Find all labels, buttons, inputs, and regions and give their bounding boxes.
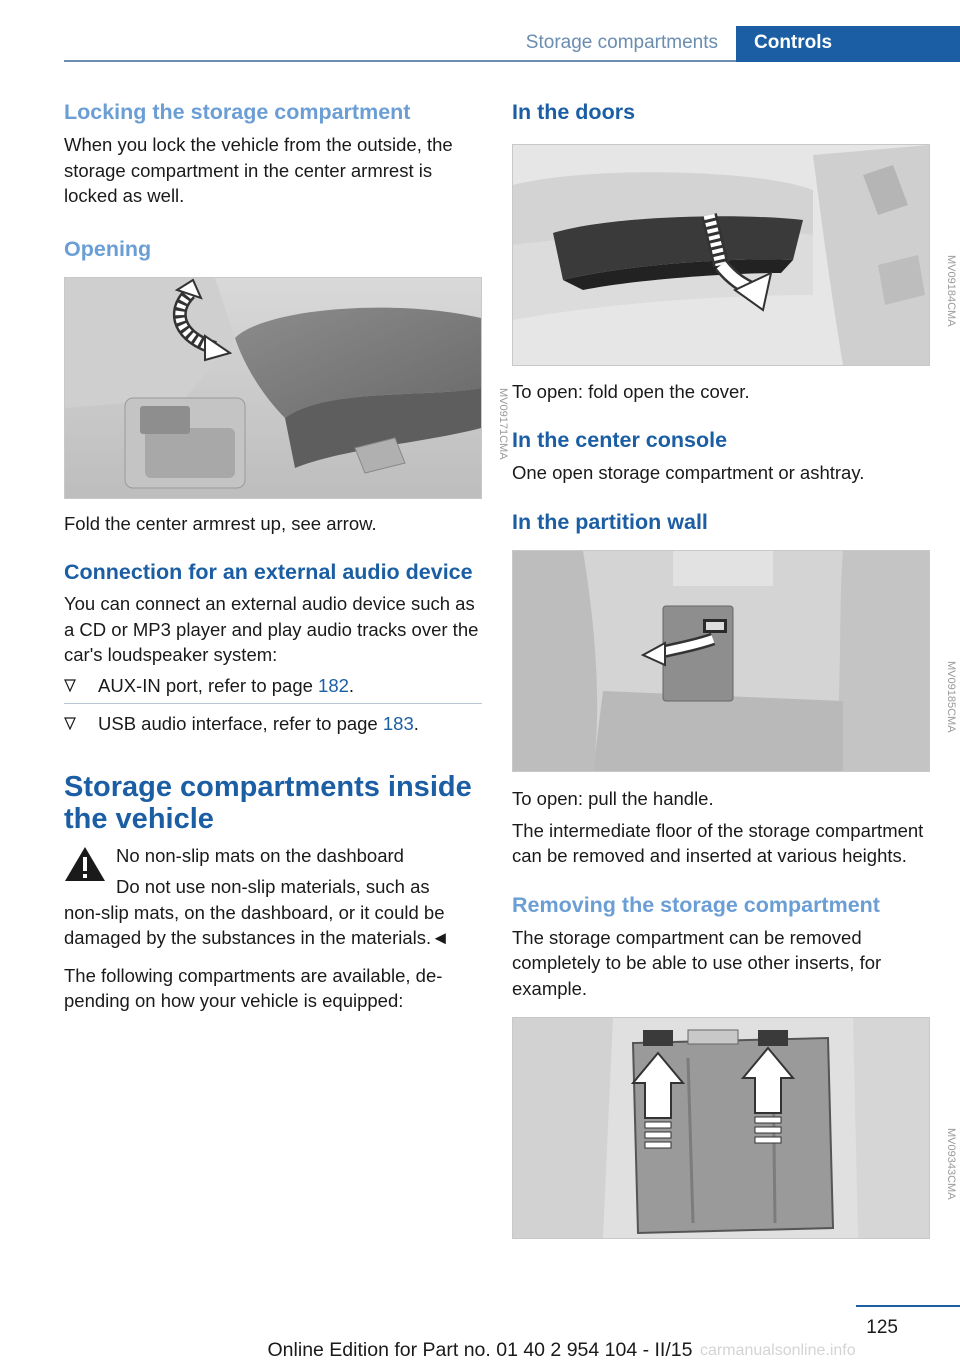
armrest-figure: MV09171CMA [64, 277, 482, 499]
warning-icon [64, 845, 106, 883]
opening-heading: Opening [64, 236, 152, 261]
footer-rule [856, 1305, 960, 1307]
locking-text: When you lock the vehicle from the outside, the storage compartment in the center armrest is locked as well. [64, 134, 453, 206]
removing-text: The storage compartment can be removed completely to be able to use other inserts, for example. [512, 926, 882, 999]
doors-heading: In the doors [512, 100, 636, 124]
console-heading: In the center console [512, 427, 728, 452]
edition-line: Online Edition for Part no. 01 40 2 954 104 - II/15 [267, 1339, 693, 1361]
doors-caption: To open: fold open the cover. [512, 381, 750, 402]
page-link-182[interactable]: 182 [318, 674, 349, 696]
warning-text: non-slip mats, on the dashboard, or it could be damaged by the substances in the materials.◄ [64, 901, 450, 948]
partition-heading: In the partition wall [512, 510, 708, 534]
partition-illustration [513, 551, 929, 771]
left-column [64, 100, 509, 1014]
warning-block [64, 843, 482, 900]
audio-text: You can connect an external audio device such as a CD or MP3 player and play audio tracks over the car's loudspeaker system: [64, 593, 479, 665]
list-item: AUX-IN port, refer to page 182. [64, 673, 482, 699]
item-divider [64, 703, 482, 704]
audio-heading: Connection for an external audio device [64, 560, 473, 584]
list-item: USB audio interface, refer to page 183. [64, 711, 482, 737]
removal-figure: MV09343CMA [512, 1017, 930, 1239]
door-figure: MV09184CMA [512, 144, 930, 366]
partition-text: The intermediate floor of the storage compartment can be removed and inserted at various heights. [512, 819, 924, 866]
watermark: carmanualsonline.info [700, 1342, 856, 1359]
removal-illustration [513, 1018, 929, 1238]
door-illustration [513, 145, 929, 365]
storage-heading: Storage compartments inside the vehicle [64, 770, 472, 835]
opening-caption: Fold the center armrest up, see arrow. [64, 512, 377, 534]
page-link-183[interactable]: 183 [382, 713, 414, 734]
console-text: One open storage compartment or ashtray. [512, 461, 865, 483]
warning-title: No non-slip mats on the dashboard [116, 844, 404, 866]
page-number: 125 [866, 1317, 898, 1338]
locking-heading: Locking the storage compartment [64, 100, 411, 124]
triangle-bullet-icon [64, 717, 76, 730]
running-header-section: Storage compartments [525, 32, 718, 53]
removing-heading: Removing the storage compartment [512, 892, 880, 917]
armrest-illustration [65, 278, 481, 498]
header-rule [64, 60, 736, 62]
audio-list [64, 673, 482, 737]
warning-first-line: Do not use non-slip materials, such as [116, 876, 430, 897]
right-column [512, 100, 957, 1239]
following-text: The following compartments are available, depending on how your vehicle is equipped: [64, 964, 443, 1011]
partition-caption: To open: pull the handle. [512, 788, 714, 809]
triangle-bullet-icon [64, 679, 76, 692]
partition-figure: MV09185CMA [512, 550, 930, 772]
running-header-chapter: Controls [736, 26, 960, 62]
